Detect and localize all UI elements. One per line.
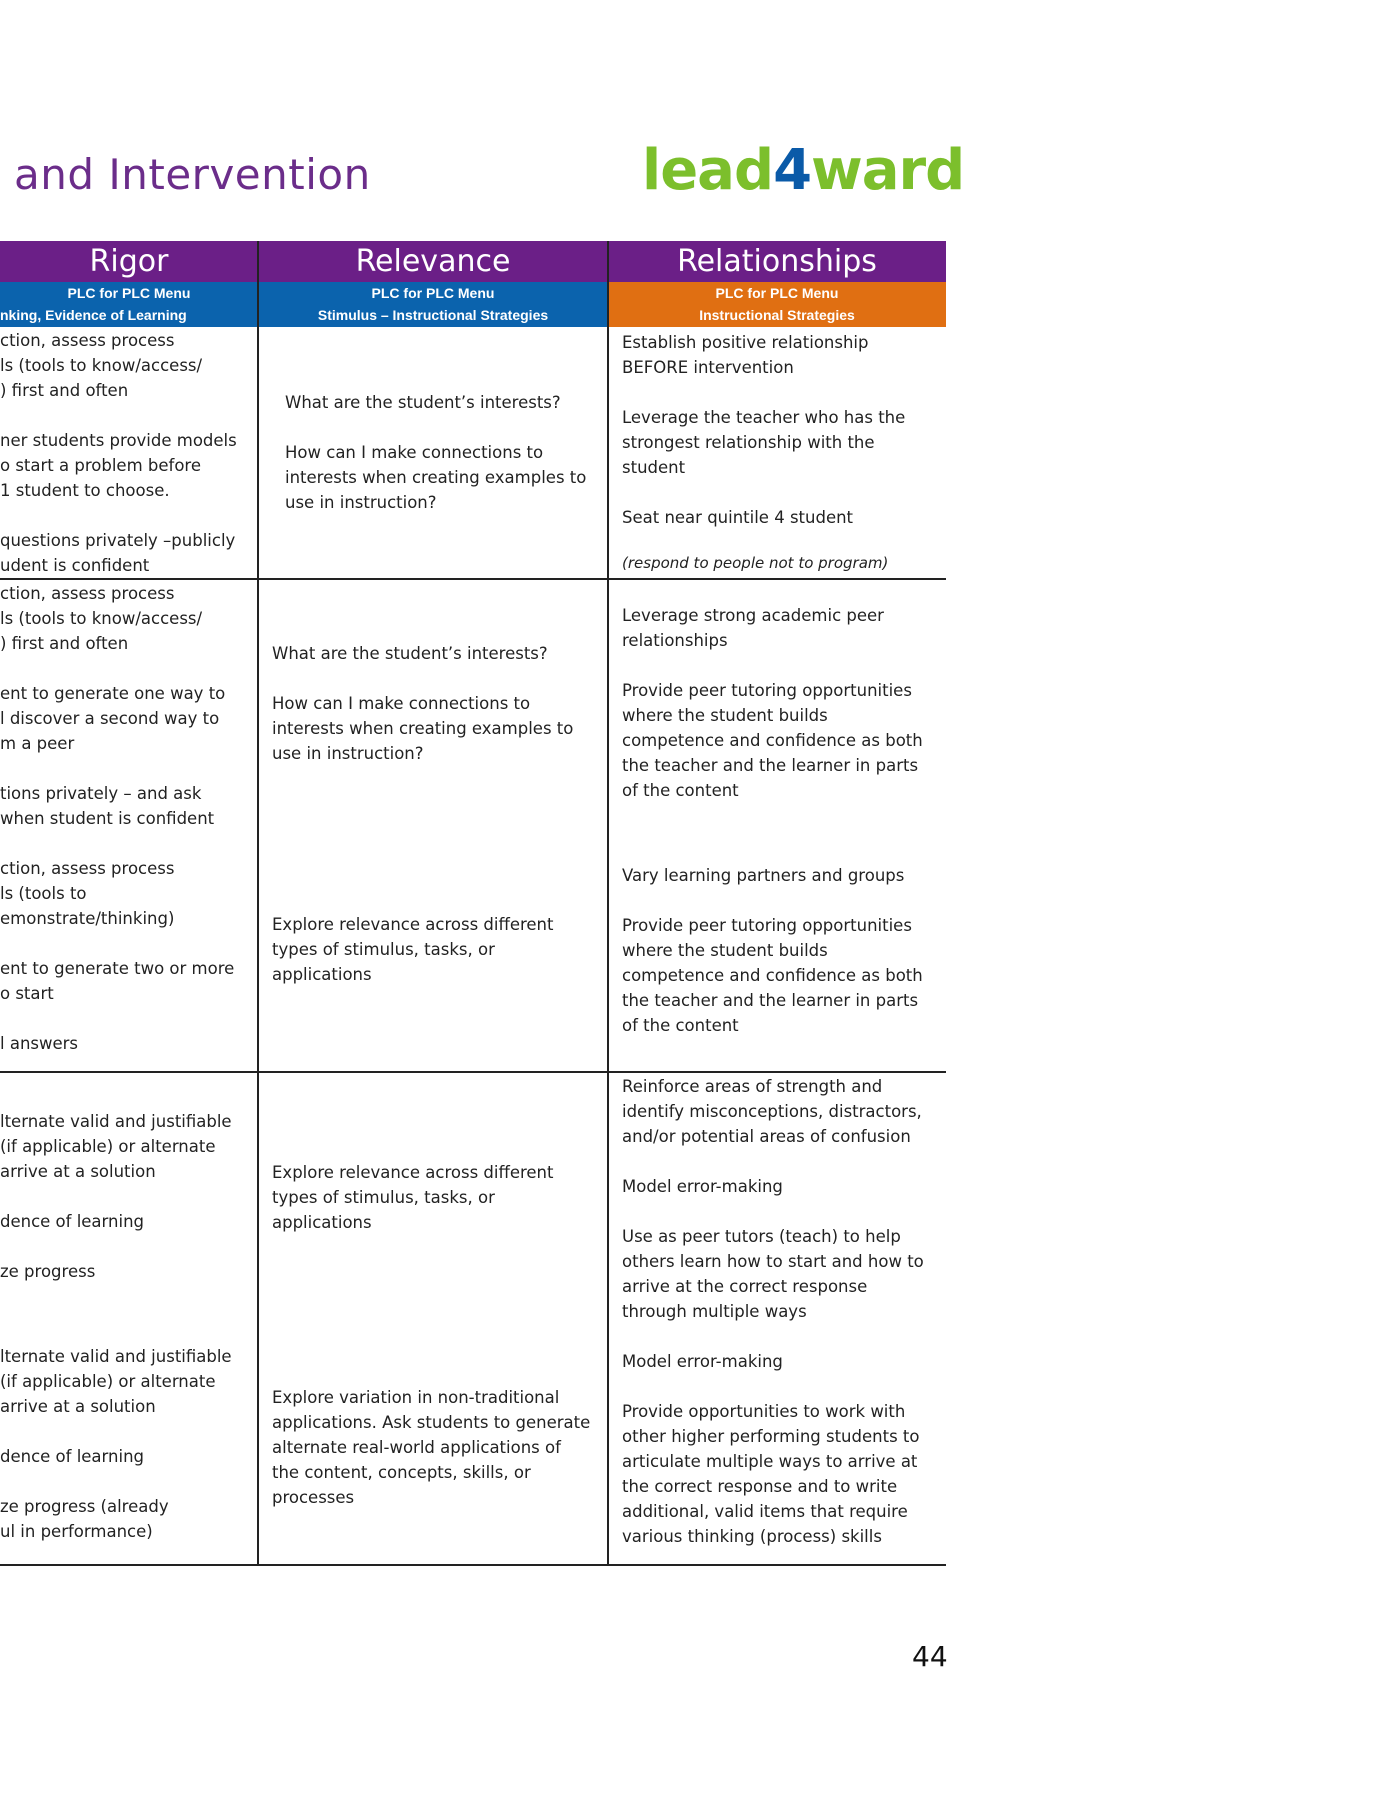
text-line: ner students provide models — [0, 431, 237, 450]
page-number: 44 — [912, 1640, 948, 1673]
text-line: Provide opportunities to work with — [622, 1402, 906, 1421]
text-line: articulate multiple ways to arrive at — [622, 1452, 918, 1471]
text-line: dence of learning — [0, 1447, 145, 1466]
text-line: processes — [272, 1488, 355, 1507]
text-line: use in instruction? — [272, 744, 424, 763]
page-title: and Intervention — [14, 150, 371, 199]
text-line: Vary learning partners and groups — [622, 866, 905, 885]
text-line: ction, assess process — [0, 859, 175, 878]
divider-rigor-relevance — [257, 241, 259, 1566]
text-line — [622, 653, 942, 678]
text-line — [272, 666, 602, 691]
text-line — [622, 1149, 942, 1174]
text-line: ul in performance) — [0, 1522, 153, 1541]
text-line — [622, 1374, 942, 1399]
logo-part-lead: lead — [642, 138, 774, 203]
text-line: the teacher and the learner in parts — [622, 756, 919, 775]
text-line: o start — [0, 984, 54, 1003]
text-line: strongest relationship with the — [622, 433, 875, 452]
text-line — [622, 888, 942, 913]
text-line: where the student builds — [622, 941, 828, 960]
text-line: types of stimulus, tasks, or — [272, 1188, 495, 1207]
text-line: ) first and often — [0, 381, 129, 400]
text-line: What are the student’s interests? — [285, 393, 561, 412]
text-line: ent to generate one way to — [0, 684, 226, 703]
text-line: Provide peer tutoring opportunities — [622, 916, 912, 935]
text-line: Establish positive relationship — [622, 333, 869, 352]
row3-rigor-b — [0, 1344, 254, 1544]
row3-relevance-b — [272, 1385, 602, 1510]
row3-relevance-a — [272, 1160, 602, 1235]
text-line: ls (tools to — [0, 884, 87, 903]
text-line: applications. Ask students to generate — [272, 1413, 591, 1432]
text-line: applications — [272, 965, 372, 984]
text-line — [0, 1006, 254, 1031]
text-line: use in instruction? — [285, 493, 437, 512]
text-line: the correct response and to write — [622, 1477, 898, 1496]
text-line: competence and confidence as both — [622, 731, 923, 750]
row1-relevance — [285, 390, 603, 515]
lead4ward-logo — [642, 138, 964, 203]
text-line: ls (tools to know/access/ — [0, 356, 203, 375]
row1-relationships — [622, 330, 942, 530]
text-line: ction, assess process — [0, 331, 175, 350]
text-line: relationships — [622, 631, 728, 650]
text-line: through multiple ways — [622, 1302, 807, 1321]
text-line — [0, 403, 254, 428]
text-line — [0, 831, 254, 856]
text-line: ction, assess process — [0, 584, 175, 603]
text-line: BEFORE intervention — [622, 358, 794, 377]
text-line: interests when creating examples to — [285, 468, 587, 487]
text-line: arrive at the correct response — [622, 1277, 868, 1296]
row2-relationships-a — [622, 603, 942, 803]
text-line: tions privately – and ask — [0, 784, 202, 803]
text-line — [622, 480, 942, 505]
row2-relationships-b — [622, 863, 942, 1038]
text-line: m a peer — [0, 734, 75, 753]
relevance-sub2: Stimulus – Instructional Strategies — [317, 307, 549, 323]
row-divider-1 — [0, 578, 946, 580]
text-line — [0, 1234, 254, 1259]
text-line: Use as peer tutors (teach) to help — [622, 1227, 901, 1246]
text-line: and/or potential areas of confusion — [622, 1127, 911, 1146]
text-line: Model error-making — [622, 1352, 783, 1371]
text-line: identify misconceptions, distractors, — [622, 1102, 922, 1121]
text-line: (if applicable) or alternate — [0, 1137, 216, 1156]
text-line: Seat near quintile 4 student — [622, 508, 854, 527]
text-line — [622, 380, 942, 405]
text-line: udent is confident — [0, 556, 150, 575]
text-line: questions privately –publicly — [0, 531, 236, 550]
logo-part-4: 4 — [773, 138, 812, 203]
text-line: of the content — [622, 781, 739, 800]
text-line: What are the student’s interests? — [272, 644, 548, 663]
text-line: arrive at a solution — [0, 1162, 156, 1181]
divider-relevance-relationships — [607, 241, 609, 1566]
text-line: How can I make connections to — [285, 443, 544, 462]
text-line — [0, 503, 254, 528]
text-line: additional, valid items that require — [622, 1502, 908, 1521]
text-line: applications — [272, 1213, 372, 1232]
row-divider-2 — [0, 1071, 946, 1073]
relevance-subheader — [258, 282, 608, 327]
row-divider-3 — [0, 1564, 946, 1566]
text-line: others learn how to start and how to — [622, 1252, 924, 1271]
rigor-header: Rigor — [0, 241, 258, 282]
text-line: l discover a second way to — [0, 709, 220, 728]
text-line: 1 student to choose. — [0, 481, 170, 500]
rigor-subheader — [0, 282, 258, 327]
text-line: o start a problem before — [0, 456, 201, 475]
text-line: of the content — [622, 1016, 739, 1035]
text-line: various thinking (process) skills — [622, 1527, 882, 1546]
text-line: types of stimulus, tasks, or — [272, 940, 495, 959]
text-line: ze progress — [0, 1262, 96, 1281]
row2-relevance-b — [272, 912, 602, 987]
text-line: lternate valid and justifiable — [0, 1347, 232, 1366]
text-line — [0, 931, 254, 956]
text-line — [0, 1419, 254, 1444]
text-line: Leverage the teacher who has the — [622, 408, 906, 427]
text-line: Provide peer tutoring opportunities — [622, 681, 912, 700]
text-line — [622, 1199, 942, 1224]
text-line: alternate real-world applications of — [272, 1438, 561, 1457]
text-line — [0, 756, 254, 781]
text-line: interests when creating examples to — [272, 719, 574, 738]
text-line: (if applicable) or alternate — [0, 1372, 216, 1391]
text-line: Explore variation in non-traditional — [272, 1388, 560, 1407]
text-line: competence and confidence as both — [622, 966, 923, 985]
text-line: student — [622, 458, 686, 477]
text-line: ls (tools to know/access/ — [0, 609, 203, 628]
text-line — [0, 1469, 254, 1494]
text-line: the content, concepts, skills, or — [272, 1463, 531, 1482]
text-line — [0, 656, 254, 681]
text-line: ent to generate two or more — [0, 959, 235, 978]
row3-rigor-a — [0, 1109, 254, 1284]
relationships-header: Relationships — [608, 241, 946, 282]
row2-rigor — [0, 581, 254, 1056]
relevance-header: Relevance — [258, 241, 608, 282]
row2-relevance-a — [272, 641, 602, 766]
text-line: Explore relevance across different — [272, 915, 554, 934]
row1-rigor — [0, 328, 254, 578]
text-line: How can I make connections to — [272, 694, 531, 713]
text-line: ) first and often — [0, 634, 129, 653]
text-line — [285, 415, 603, 440]
text-line: when student is confident — [0, 809, 215, 828]
text-line: Explore relevance across different — [272, 1163, 554, 1182]
text-line: l answers — [0, 1034, 79, 1053]
text-line: Model error-making — [622, 1177, 783, 1196]
text-line: ze progress (already — [0, 1497, 169, 1516]
relationships-sub2: Instructional Strategies — [699, 307, 855, 323]
text-line: Reinforce areas of strength and — [622, 1077, 883, 1096]
text-line: dence of learning — [0, 1212, 145, 1231]
text-line — [622, 1324, 942, 1349]
relevance-sub1: PLC for PLC Menu — [371, 285, 495, 301]
relationships-subheader — [608, 282, 946, 327]
text-line — [0, 1184, 254, 1209]
relationships-sub1: PLC for PLC Menu — [715, 285, 839, 301]
text-line: lternate valid and justifiable — [0, 1112, 232, 1131]
logo-part-ward: ward — [811, 138, 965, 203]
row3-relationships — [622, 1074, 942, 1549]
rigor-sub1: PLC for PLC Menu — [67, 285, 191, 301]
text-line: arrive at a solution — [0, 1397, 156, 1416]
text-line: the teacher and the learner in parts — [622, 991, 919, 1010]
text-line: emonstrate/thinking) — [0, 909, 175, 928]
row1-relationships-note: (respond to people not to program) — [622, 554, 889, 572]
text-line: Leverage strong academic peer — [622, 606, 884, 625]
rigor-sub2: nking, Evidence of Learning — [0, 307, 187, 323]
text-line: other higher performing students to — [622, 1427, 920, 1446]
text-line: where the student builds — [622, 706, 828, 725]
